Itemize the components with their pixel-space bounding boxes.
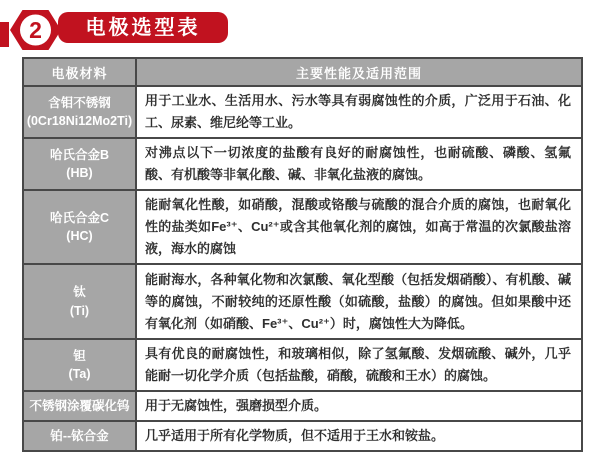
table-row — [23, 339, 582, 391]
step-number-badge — [9, 8, 62, 52]
material-cell — [23, 264, 136, 339]
description-cell: 具有优良的耐腐蚀性，和玻璃相似，除了氢氟酸、发烟硫酸、碱外，几乎能耐一切化学介质（包括盐酸，硝酸，硫酸和王水）的腐蚀。 — [136, 339, 582, 391]
material-grade: (Ti) — [69, 303, 90, 318]
table-row — [23, 86, 582, 138]
material-name: 钽 — [73, 348, 86, 363]
table-row — [23, 138, 582, 190]
material-cell — [23, 190, 136, 264]
description-cell: 对沸点以下一切浓度的盐酸有良好的耐腐蚀性，也耐硫酸、磷酸、氢氟酸、有机酸等非氧化酸、碱、非氧化盐液的腐蚀。 — [136, 138, 582, 190]
material-name: 不锈钢涂覆碳化钨 — [29, 398, 130, 413]
material-cell — [23, 421, 136, 451]
table-row — [23, 264, 582, 339]
material-cell — [23, 339, 136, 391]
electrode-selection-table — [22, 57, 583, 452]
description-cell: 能耐氧化性酸，如硝酸，混酸或铬酸与硫酸的混合介质的腐蚀，也耐氧化性的盐类如Fe³⁺、Cu²⁺或含其他氧化剂的腐蚀，如高于常温的次氯酸盐溶液，海水的腐蚀 — [136, 190, 582, 264]
material-cell — [23, 138, 136, 190]
description-cell: 几乎适用于所有化学物质，但不适用于王水和铵盐。 — [136, 421, 582, 451]
material-grade: (Ta) — [68, 367, 91, 381]
material-name: 哈氏合金C — [49, 210, 110, 225]
material-grade: (HC) — [66, 229, 93, 243]
column-header-performance: 主要性能及适用范围 — [136, 58, 582, 86]
description-cell: 能耐海水，各种氧化物和次氯酸、氧化型酸（包括发烟硝酸）、有机酸、碱等的腐蚀，不耐较纯的还原性酸（如硫酸，盐酸）的腐蚀。但如果酸中还有氧化剂（如硝酸、Fe³⁺、Cu²⁺）时，腐蚀性大为降低。 — [136, 264, 582, 339]
material-grade: (HB) — [66, 166, 93, 180]
page-title: 电极选型表 — [85, 17, 201, 39]
material-name: 铂--铱合金 — [50, 428, 109, 443]
material-name: 钛 — [73, 285, 86, 300]
material-cell — [23, 391, 136, 421]
left-edge-accent — [0, 22, 9, 47]
material-grade: (0Cr18Ni12Mo2Ti) — [26, 114, 133, 128]
title-banner — [58, 12, 228, 43]
material-name: 哈氏合金B — [49, 147, 110, 162]
table-row — [23, 421, 582, 451]
table-row — [23, 391, 582, 421]
electrode-table-wrap — [22, 57, 583, 452]
description-cell: 用于无腐蚀性，强磨损型介质。 — [136, 391, 582, 421]
column-header-material: 电极材料 — [23, 58, 136, 86]
badge-number: 2 — [29, 17, 42, 43]
material-name: 含钼不锈钢 — [48, 95, 111, 110]
table-row — [23, 190, 582, 264]
material-cell — [23, 86, 136, 138]
table-header-row — [23, 58, 582, 86]
description-cell: 用于工业水、生活用水、污水等具有弱腐蚀性的介质，广泛用于石油、化工、尿素、维尼纶等工业。 — [136, 86, 582, 138]
